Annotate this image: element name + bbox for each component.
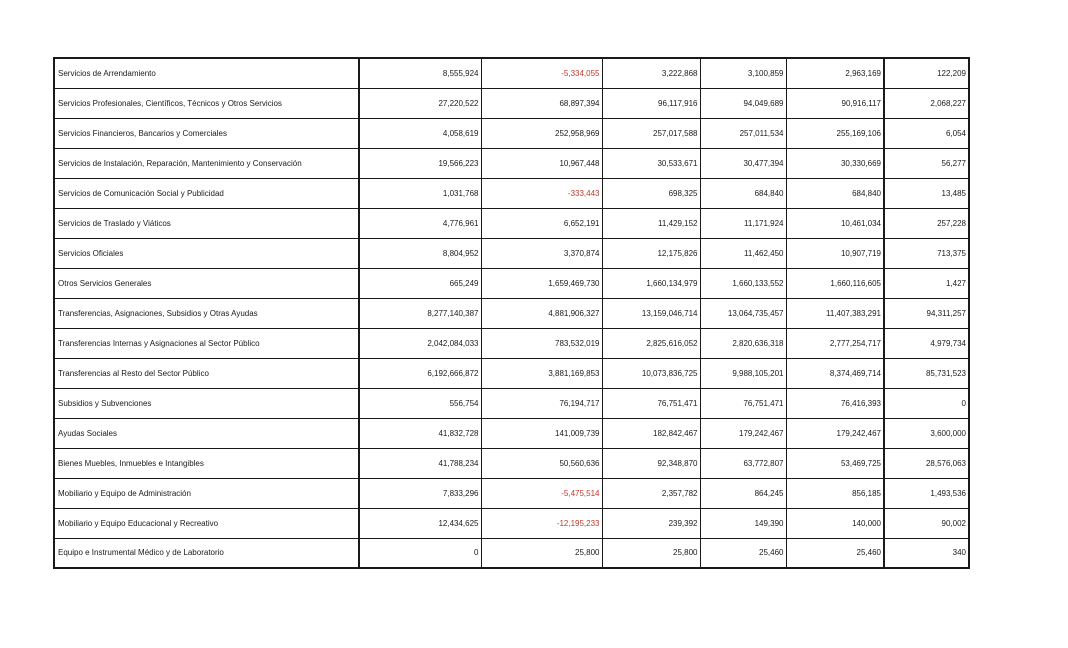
amount-cell: 11,462,450 xyxy=(700,238,786,268)
amount-cell: 2,357,782 xyxy=(602,478,700,508)
amount-cell: 90,002 xyxy=(884,508,969,538)
amount-cell: 684,840 xyxy=(700,178,786,208)
amount-cell: 6,652,191 xyxy=(481,208,602,238)
amount-cell: 41,832,728 xyxy=(359,418,481,448)
amount-cell: 28,576,063 xyxy=(884,448,969,478)
amount-cell: 0 xyxy=(884,388,969,418)
table-row xyxy=(54,238,969,268)
amount-cell: 85,731,523 xyxy=(884,358,969,388)
concept-cell: Servicios Oficiales xyxy=(54,238,359,268)
amount-cell: 27,220,522 xyxy=(359,88,481,118)
amount-cell: 257,017,588 xyxy=(602,118,700,148)
table-row xyxy=(54,118,969,148)
amount-cell: 10,907,719 xyxy=(786,238,884,268)
concept-cell: Servicios Financieros, Bancarios y Comerciales xyxy=(54,118,359,148)
table-row xyxy=(54,208,969,238)
amount-cell: 665,249 xyxy=(359,268,481,298)
concept-cell: Servicios de Arrendamiento xyxy=(54,58,359,88)
amount-cell: 9,988,105,201 xyxy=(700,358,786,388)
concept-cell: Mobiliario y Equipo Educacional y Recreativo xyxy=(54,508,359,538)
table-row xyxy=(54,418,969,448)
amount-cell: 76,194,717 xyxy=(481,388,602,418)
table-row xyxy=(54,298,969,328)
amount-cell: 94,311,257 xyxy=(884,298,969,328)
amount-cell: -5,475,514 xyxy=(481,478,602,508)
amount-cell: 11,429,152 xyxy=(602,208,700,238)
amount-cell: 3,100,859 xyxy=(700,58,786,88)
table-row xyxy=(54,178,969,208)
concept-cell: Servicios de Comunicación Social y Publicidad xyxy=(54,178,359,208)
amount-cell: 10,461,034 xyxy=(786,208,884,238)
amount-cell: 1,659,469,730 xyxy=(481,268,602,298)
amount-cell: 76,751,471 xyxy=(602,388,700,418)
amount-cell: 90,916,117 xyxy=(786,88,884,118)
amount-cell: 141,009,739 xyxy=(481,418,602,448)
amount-cell: 182,842,467 xyxy=(602,418,700,448)
concept-cell: Mobiliario y Equipo de Administración xyxy=(54,478,359,508)
amount-cell: 2,825,616,052 xyxy=(602,328,700,358)
amount-cell: 252,958,969 xyxy=(481,118,602,148)
concept-cell: Subsidios y Subvenciones xyxy=(54,388,359,418)
amount-cell: 30,533,671 xyxy=(602,148,700,178)
amount-cell: 25,460 xyxy=(786,538,884,568)
table-row xyxy=(54,358,969,388)
table-row xyxy=(54,538,969,568)
amount-cell: 122,209 xyxy=(884,58,969,88)
amount-cell: 1,660,116,605 xyxy=(786,268,884,298)
amount-cell: 76,416,393 xyxy=(786,388,884,418)
amount-cell: 10,967,448 xyxy=(481,148,602,178)
concept-cell: Servicios de Instalación, Reparación, Mantenimiento y Conservación xyxy=(54,148,359,178)
amount-cell: 11,407,383,291 xyxy=(786,298,884,328)
amount-cell: 4,058,619 xyxy=(359,118,481,148)
amount-cell: 1,031,768 xyxy=(359,178,481,208)
table-row xyxy=(54,268,969,298)
amount-cell: 864,245 xyxy=(700,478,786,508)
amount-cell: 92,348,870 xyxy=(602,448,700,478)
concept-cell: Transferencias al Resto del Sector Público xyxy=(54,358,359,388)
amount-cell: 3,222,868 xyxy=(602,58,700,88)
table-row xyxy=(54,508,969,538)
amount-cell: 12,175,826 xyxy=(602,238,700,268)
amount-cell: 25,460 xyxy=(700,538,786,568)
amount-cell: 684,840 xyxy=(786,178,884,208)
amount-cell: 6,192,666,872 xyxy=(359,358,481,388)
amount-cell: 50,560,636 xyxy=(481,448,602,478)
table-row xyxy=(54,448,969,478)
amount-cell: 340 xyxy=(884,538,969,568)
concept-cell: Transferencias Internas y Asignaciones al Sector Público xyxy=(54,328,359,358)
amount-cell: 140,000 xyxy=(786,508,884,538)
concept-cell: Servicios de Traslado y Viáticos xyxy=(54,208,359,238)
amount-cell: 30,477,394 xyxy=(700,148,786,178)
concept-cell: Servicios Profesionales, Científicos, Técnicos y Otros Servicios xyxy=(54,88,359,118)
amount-cell: 8,374,469,714 xyxy=(786,358,884,388)
table-row xyxy=(54,58,969,88)
table-row xyxy=(54,478,969,508)
amount-cell: 1,493,536 xyxy=(884,478,969,508)
amount-cell: 7,833,296 xyxy=(359,478,481,508)
concept-cell: Transferencias, Asignaciones, Subsidios y Otras Ayudas xyxy=(54,298,359,328)
amount-cell: 255,169,106 xyxy=(786,118,884,148)
concept-cell: Equipo e Instrumental Médico y de Laboratorio xyxy=(54,538,359,568)
amount-cell: 1,427 xyxy=(884,268,969,298)
amount-cell: 3,600,000 xyxy=(884,418,969,448)
amount-cell: 96,117,916 xyxy=(602,88,700,118)
amount-cell: 4,979,734 xyxy=(884,328,969,358)
amount-cell: 63,772,807 xyxy=(700,448,786,478)
amount-cell: 41,788,234 xyxy=(359,448,481,478)
amount-cell: 2,820,636,318 xyxy=(700,328,786,358)
amount-cell: 239,392 xyxy=(602,508,700,538)
amount-cell: 94,049,689 xyxy=(700,88,786,118)
amount-cell: 0 xyxy=(359,538,481,568)
amount-cell: 698,325 xyxy=(602,178,700,208)
amount-cell: 179,242,467 xyxy=(786,418,884,448)
amount-cell: 856,185 xyxy=(786,478,884,508)
amount-cell: 53,469,725 xyxy=(786,448,884,478)
amount-cell: 3,370,874 xyxy=(481,238,602,268)
amount-cell: 8,277,140,387 xyxy=(359,298,481,328)
concept-cell: Ayudas Sociales xyxy=(54,418,359,448)
amount-cell: 2,777,254,717 xyxy=(786,328,884,358)
amount-cell: 76,751,471 xyxy=(700,388,786,418)
table-row xyxy=(54,88,969,118)
amount-cell: 30,330,669 xyxy=(786,148,884,178)
amount-cell: 25,800 xyxy=(481,538,602,568)
amount-cell: 149,390 xyxy=(700,508,786,538)
amount-cell: 11,171,924 xyxy=(700,208,786,238)
amount-cell: 10,073,836,725 xyxy=(602,358,700,388)
amount-cell: 56,277 xyxy=(884,148,969,178)
table-body xyxy=(54,58,969,568)
amount-cell: 257,228 xyxy=(884,208,969,238)
amount-cell: 8,804,952 xyxy=(359,238,481,268)
amount-cell: 68,897,394 xyxy=(481,88,602,118)
amount-cell: 4,776,961 xyxy=(359,208,481,238)
concept-cell: Otros Servicios Generales xyxy=(54,268,359,298)
amount-cell: -12,195,233 xyxy=(481,508,602,538)
amount-cell: 25,800 xyxy=(602,538,700,568)
amount-cell: 12,434,625 xyxy=(359,508,481,538)
amount-cell: 6,054 xyxy=(884,118,969,148)
amount-cell: 13,159,046,714 xyxy=(602,298,700,328)
amount-cell: 13,485 xyxy=(884,178,969,208)
amount-cell: 3,881,169,853 xyxy=(481,358,602,388)
amount-cell: 1,660,133,552 xyxy=(700,268,786,298)
amount-cell: 556,754 xyxy=(359,388,481,418)
amount-cell: 13,064,735,457 xyxy=(700,298,786,328)
amount-cell: 783,532,019 xyxy=(481,328,602,358)
table-row xyxy=(54,148,969,178)
concept-cell: Bienes Muebles, Inmuebles e Intangibles xyxy=(54,448,359,478)
amount-cell: 1,660,134,979 xyxy=(602,268,700,298)
amount-cell: 2,068,227 xyxy=(884,88,969,118)
amount-cell: -5,334,055 xyxy=(481,58,602,88)
table-row xyxy=(54,328,969,358)
amount-cell: 2,963,169 xyxy=(786,58,884,88)
amount-cell: 179,242,467 xyxy=(700,418,786,448)
amount-cell: 713,375 xyxy=(884,238,969,268)
amount-cell: 2,042,084,033 xyxy=(359,328,481,358)
amount-cell: 257,011,534 xyxy=(700,118,786,148)
amount-cell: 4,881,906,327 xyxy=(481,298,602,328)
amount-cell: 19,566,223 xyxy=(359,148,481,178)
table-row xyxy=(54,388,969,418)
amount-cell: 8,555,924 xyxy=(359,58,481,88)
amount-cell: -333,443 xyxy=(481,178,602,208)
budget-table xyxy=(53,57,970,569)
